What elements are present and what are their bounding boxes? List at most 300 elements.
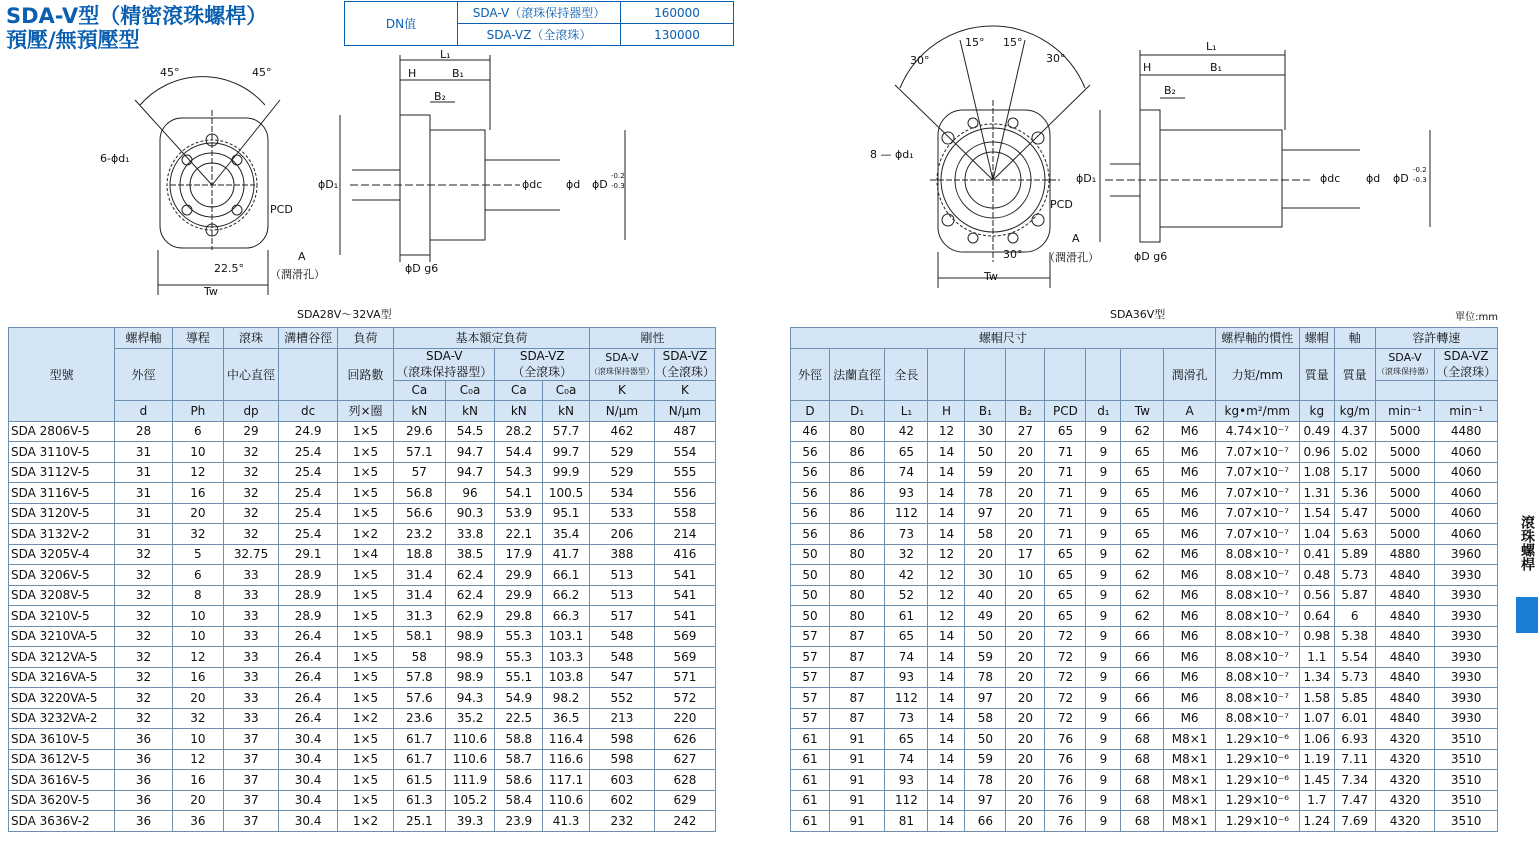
table-cell: 1×5 (338, 483, 394, 504)
table-cell: 6.01 (1334, 708, 1375, 729)
table-cell: 20 (1006, 585, 1045, 606)
hdr-unit-2: kN (445, 401, 495, 422)
spec-table-left-body (9, 421, 716, 831)
table-cell: 36 (115, 729, 173, 750)
table-row (9, 770, 716, 791)
table-cell: 12 (928, 565, 965, 586)
right-H-label: H (1143, 61, 1152, 74)
table-cell: 8.08×10⁻⁷ (1215, 708, 1299, 729)
table-cell: 534 (589, 483, 654, 504)
table-cell: 1.34 (1299, 667, 1334, 688)
table-cell: 31 (115, 483, 173, 504)
table-cell: 57 (791, 688, 830, 709)
right-tol-lo: -0.3 (1413, 176, 1427, 184)
table-cell: 55.3 (495, 626, 543, 647)
left-tw-label: Tw (204, 285, 218, 298)
table-cell: 8.08×10⁻⁷ (1215, 544, 1299, 565)
table-cell: 86 (829, 524, 884, 545)
left-angle-3: 22.5° (214, 262, 244, 275)
hdr-rated-load: 基本額定負荷 (393, 328, 589, 349)
table-cell: 57 (791, 647, 830, 668)
table-cell: M8×1 (1164, 749, 1215, 770)
hdr-inertia: 螺桿軸的慣性 (1215, 328, 1299, 349)
table-cell: 547 (589, 667, 654, 688)
hdr-od: 外徑 (791, 348, 830, 401)
table-cell: 3510 (1435, 811, 1498, 832)
table-cell: 4840 (1375, 565, 1435, 586)
table-cell: 66 (1121, 708, 1164, 729)
table-cell: 3960 (1435, 544, 1498, 565)
table-cell: 58.1 (393, 626, 445, 647)
table-cell: 4060 (1435, 503, 1498, 524)
table-cell: 4840 (1375, 688, 1435, 709)
table-cell: 54.9 (495, 688, 543, 709)
table-cell: 23.2 (393, 524, 445, 545)
table-cell: 39.3 (445, 811, 495, 832)
table-cell: 80 (829, 421, 884, 442)
table-cell: 86 (829, 442, 884, 463)
table-cell: 24.9 (279, 421, 338, 442)
table-row (791, 544, 1498, 565)
table-cell: 598 (589, 729, 654, 750)
table-cell: 33 (223, 565, 278, 586)
table-cell: 71 (1045, 462, 1086, 483)
hdr-ball-2: 中心直徑 (223, 348, 278, 401)
table-cell: 0.48 (1299, 565, 1334, 586)
table-cell: 12 (928, 544, 965, 565)
table-cell: 16 (172, 770, 223, 791)
model-cell: SDA 3636V-2 (9, 811, 115, 832)
table-cell: 61 (791, 749, 830, 770)
table-cell: 65 (885, 442, 928, 463)
table-cell: 7.47 (1334, 790, 1375, 811)
model-cell: SDA 3216VA-5 (9, 667, 115, 688)
table-cell: 7.69 (1334, 811, 1375, 832)
table-cell: 8.08×10⁻⁷ (1215, 585, 1299, 606)
table-cell: 20 (1006, 749, 1045, 770)
table-cell: 213 (589, 708, 654, 729)
table-cell: 87 (829, 667, 884, 688)
table-cell: 36 (172, 811, 223, 832)
table-cell: 4320 (1375, 790, 1435, 811)
table-row (9, 811, 716, 832)
table-cell: M6 (1164, 442, 1215, 463)
table-cell: 8.08×10⁻⁷ (1215, 667, 1299, 688)
table-row (9, 421, 716, 442)
table-cell: 38.5 (445, 544, 495, 565)
dn-value-2: 130000 (621, 24, 734, 46)
table-cell: 4840 (1375, 667, 1435, 688)
table-cell: 58.4 (495, 790, 543, 811)
spec-table-left (8, 327, 716, 832)
table-cell: 32 (885, 544, 928, 565)
right-B1-label: B₁ (1210, 61, 1222, 74)
table-cell: 33.8 (445, 524, 495, 545)
table-cell: 76 (1045, 729, 1086, 750)
table-cell: 14 (928, 708, 965, 729)
table-cell: 14 (928, 503, 965, 524)
table-cell: 97 (965, 688, 1006, 709)
table-cell: 65 (1121, 442, 1164, 463)
table-cell: 28.9 (279, 565, 338, 586)
table-cell: 57.6 (393, 688, 445, 709)
table-cell: 12 (928, 421, 965, 442)
table-cell: 529 (589, 462, 654, 483)
table-cell: 32 (172, 708, 223, 729)
table-cell: 99.9 (543, 462, 590, 483)
table-cell: 9 (1086, 524, 1121, 545)
table-cell: 76 (1045, 770, 1086, 791)
table-cell: 513 (589, 565, 654, 586)
table-cell: 6 (172, 421, 223, 442)
table-cell: 91 (829, 790, 884, 811)
table-cell: 74 (885, 462, 928, 483)
table-cell: 68 (1121, 811, 1164, 832)
table-cell: 81 (885, 811, 928, 832)
table-cell: 58 (965, 708, 1006, 729)
table-cell: 214 (654, 524, 715, 545)
table-cell: 1×5 (338, 749, 394, 770)
table-cell: 541 (654, 585, 715, 606)
table-cell: 40 (965, 585, 1006, 606)
table-cell: 628 (654, 770, 715, 791)
table-cell: 26.4 (279, 688, 338, 709)
table-cell: 20 (1006, 524, 1045, 545)
table-cell: 33 (223, 647, 278, 668)
table-cell: 1×5 (338, 667, 394, 688)
hdr-right-sym: kg•m²/mm (1215, 401, 1299, 422)
table-cell: 98.9 (445, 667, 495, 688)
table-cell: 61.5 (393, 770, 445, 791)
model-cell: SDA 3612V-5 (9, 749, 115, 770)
table-cell: 95.1 (543, 503, 590, 524)
table-cell: 1.29×10⁻⁶ (1215, 790, 1299, 811)
table-cell: 3510 (1435, 749, 1498, 770)
model-cell: SDA 3610V-5 (9, 729, 115, 750)
right-angle-30-left: 30° (910, 54, 930, 67)
table-row (9, 483, 716, 504)
spec-table-right-body (791, 421, 1498, 831)
table-cell: 558 (654, 503, 715, 524)
table-cell: 5.17 (1334, 462, 1375, 483)
left-tol-up: -0.2 (611, 172, 625, 180)
table-cell: 32 (223, 462, 278, 483)
table-cell: 17 (1006, 544, 1045, 565)
table-cell: 99.7 (543, 442, 590, 463)
side-tab-marker (1516, 597, 1538, 633)
table-cell: 36 (115, 811, 173, 832)
table-cell: M6 (1164, 606, 1215, 627)
model-cell: SDA 3206V-5 (9, 565, 115, 586)
table-cell: 42 (885, 565, 928, 586)
table-cell: 10 (1006, 565, 1045, 586)
table-cell: 555 (654, 462, 715, 483)
hdr-groove: 溝槽谷徑 (279, 328, 338, 349)
right-D-label: ϕD (1393, 172, 1409, 185)
table-cell: 9 (1086, 421, 1121, 442)
table-cell: 94.7 (445, 462, 495, 483)
table-cell: 78 (965, 483, 1006, 504)
table-cell: 4060 (1435, 483, 1498, 504)
table-cell: 28.2 (495, 421, 543, 442)
table-cell: 32 (115, 647, 173, 668)
table-cell: 71 (1045, 524, 1086, 545)
table-cell: 20 (1006, 729, 1045, 750)
table-cell: 33 (223, 626, 278, 647)
right-lube-label: （潤滑孔） (1044, 251, 1099, 264)
table-cell: 4060 (1435, 524, 1498, 545)
right-angle-15-left: 15° (965, 36, 985, 49)
table-cell: 3930 (1435, 647, 1498, 668)
table-row (791, 688, 1498, 709)
hdr-load-2: 回路數 (338, 348, 394, 401)
table-cell: 29.1 (279, 544, 338, 565)
table-cell: 4060 (1435, 442, 1498, 463)
table-cell: 74 (885, 647, 928, 668)
table-cell: 4.74×10⁻⁷ (1215, 421, 1299, 442)
right-tw-label: Tw (984, 270, 998, 283)
table-cell: 26.4 (279, 647, 338, 668)
left-D-label: ϕD (592, 178, 608, 191)
table-cell: 572 (654, 688, 715, 709)
table-row (791, 647, 1498, 668)
table-cell: 20 (1006, 647, 1045, 668)
table-cell: 12 (172, 462, 223, 483)
table-cell: 61.3 (393, 790, 445, 811)
table-cell: 96 (445, 483, 495, 504)
table-cell: 20 (172, 503, 223, 524)
table-cell: 30.4 (279, 790, 338, 811)
table-row (9, 647, 716, 668)
table-cell: 4320 (1375, 749, 1435, 770)
table-cell: 61.7 (393, 749, 445, 770)
table-cell: 65 (1045, 585, 1086, 606)
table-cell: 20 (172, 688, 223, 709)
table-cell: 20 (1006, 708, 1045, 729)
hdr-lube: 潤滑孔 (1164, 348, 1215, 401)
table-cell: 62 (1121, 565, 1164, 586)
table-cell: 571 (654, 667, 715, 688)
table-cell: 7.07×10⁻⁷ (1215, 442, 1299, 463)
table-cell: 8 (172, 585, 223, 606)
hdr-right-sym: d₁ (1086, 401, 1121, 422)
table-cell: M6 (1164, 462, 1215, 483)
hdr-shaft-mass: 軸 (1334, 328, 1375, 349)
left-dg6-label: ϕD g6 (405, 262, 439, 275)
hdr-right-sym: PCD (1045, 401, 1086, 422)
table-cell: 20 (1006, 626, 1045, 647)
table-cell: 1×5 (338, 442, 394, 463)
technical-drawings (0, 0, 1538, 330)
table-cell: 103.3 (543, 647, 590, 668)
table-cell: 5000 (1375, 442, 1435, 463)
table-cell: 1×5 (338, 421, 394, 442)
hdr-rigidity: 剛性 (589, 328, 715, 349)
table-cell: 55.3 (495, 647, 543, 668)
table-cell: 14 (928, 688, 965, 709)
table-cell: 65 (1121, 462, 1164, 483)
table-cell: 41.7 (543, 544, 590, 565)
hdr-speed: 容許轉速 (1375, 328, 1497, 349)
table-cell: 20 (1006, 688, 1045, 709)
table-cell: 9 (1086, 442, 1121, 463)
table-cell: 52 (885, 585, 928, 606)
table-cell: 14 (928, 442, 965, 463)
table-row (791, 667, 1498, 688)
table-cell: 33 (223, 606, 278, 627)
table-cell: 4880 (1375, 544, 1435, 565)
left-caption: SDA28V～32VA型 (297, 308, 392, 321)
table-cell: 66 (1121, 667, 1164, 688)
table-row (791, 524, 1498, 545)
left-L1-label: L₁ (440, 48, 451, 61)
hdr-sym-c0a2: C₀a (543, 380, 590, 401)
table-cell: 57.1 (393, 442, 445, 463)
table-cell: 29.8 (495, 606, 543, 627)
table-cell: 33 (223, 667, 278, 688)
table-cell: 1.29×10⁻⁶ (1215, 729, 1299, 750)
table-row (791, 442, 1498, 463)
table-cell: 55.1 (495, 667, 543, 688)
table-cell: 29.6 (393, 421, 445, 442)
left-angle-2: 45° (252, 66, 272, 79)
table-cell: 93 (885, 667, 928, 688)
table-cell: 9 (1086, 462, 1121, 483)
table-cell: 5.73 (1334, 565, 1375, 586)
table-cell: 30 (965, 565, 1006, 586)
table-cell: 1×5 (338, 626, 394, 647)
table-cell: 110.6 (543, 790, 590, 811)
table-cell: 61 (791, 811, 830, 832)
table-cell: 22.5 (495, 708, 543, 729)
table-cell: 548 (589, 626, 654, 647)
table-cell: 58.6 (495, 770, 543, 791)
table-cell: 37 (223, 770, 278, 791)
table-cell: 20 (1006, 606, 1045, 627)
table-cell: 31.4 (393, 565, 445, 586)
table-cell: 57 (393, 462, 445, 483)
table-cell: 86 (829, 503, 884, 524)
table-cell: 1.45 (1299, 770, 1334, 791)
hdr-sym-ph: Ph (172, 401, 223, 422)
hdr-shaft-od-2: 外徑 (115, 348, 173, 401)
hdr-right-sym: B₁ (965, 401, 1006, 422)
table-row (791, 606, 1498, 627)
hdr-unit-3: kN (495, 401, 543, 422)
table-cell: 0.49 (1299, 421, 1334, 442)
table-cell: 517 (589, 606, 654, 627)
table-cell: 9 (1086, 565, 1121, 586)
table-cell: 66 (1121, 647, 1164, 668)
table-cell: 54.5 (445, 421, 495, 442)
table-cell: 16 (172, 483, 223, 504)
hdr-ball: 滾珠 (223, 328, 278, 349)
table-row (791, 483, 1498, 504)
table-cell: 78 (965, 770, 1006, 791)
table-cell: 20 (1006, 483, 1045, 504)
table-cell: 14 (928, 811, 965, 832)
table-cell: 1×5 (338, 585, 394, 606)
table-cell: 5.85 (1334, 688, 1375, 709)
table-cell: 33 (223, 585, 278, 606)
model-cell: SDA 3220VA-5 (9, 688, 115, 709)
table-cell: 220 (654, 708, 715, 729)
table-cell: 416 (654, 544, 715, 565)
table-cell: 1.24 (1299, 811, 1334, 832)
right-tol-up: -0.2 (1413, 166, 1427, 174)
table-cell: 46 (791, 421, 830, 442)
hdr-right-sym: L₁ (885, 401, 928, 422)
hdr-speed-sdavz: SDA-VZ （全滾珠） (1436, 348, 1497, 379)
table-cell: 556 (654, 483, 715, 504)
table-cell: 4060 (1435, 462, 1498, 483)
table-cell: 3930 (1435, 708, 1498, 729)
table-cell: 3510 (1435, 790, 1498, 811)
hdr-sym-ca2: Ca (495, 380, 543, 401)
right-angle-15-right: 15° (1003, 36, 1023, 49)
table-cell: 26.4 (279, 667, 338, 688)
table-cell: 111.9 (445, 770, 495, 791)
table-cell: 103.8 (543, 667, 590, 688)
table-cell: 1.7 (1299, 790, 1334, 811)
table-cell: 1.29×10⁻⁶ (1215, 811, 1299, 832)
table-cell: 7.11 (1334, 749, 1375, 770)
table-cell: 58 (965, 524, 1006, 545)
table-cell: 58.7 (495, 749, 543, 770)
table-cell: 80 (829, 544, 884, 565)
table-cell: 20 (1006, 770, 1045, 791)
table-cell: 1.29×10⁻⁶ (1215, 770, 1299, 791)
table-cell: 72 (1045, 626, 1086, 647)
table-cell: 37 (223, 749, 278, 770)
table-cell: 10 (172, 442, 223, 463)
table-cell: 552 (589, 688, 654, 709)
table-row (9, 790, 716, 811)
table-cell: 5000 (1375, 421, 1435, 442)
table-cell: 110.6 (445, 729, 495, 750)
hdr-flange: 法蘭直徑 (829, 348, 884, 401)
table-cell: 626 (654, 729, 715, 750)
table-cell: 32 (223, 442, 278, 463)
table-cell: 1×5 (338, 688, 394, 709)
table-row (9, 688, 716, 709)
table-cell: 86 (829, 462, 884, 483)
table-cell: 9 (1086, 606, 1121, 627)
table-cell: M6 (1164, 483, 1215, 504)
table-cell: 1×5 (338, 770, 394, 791)
hdr-load: 負荷 (338, 328, 394, 349)
table-cell: 42 (885, 421, 928, 442)
table-row (9, 544, 716, 565)
table-cell: 29.9 (495, 565, 543, 586)
hdr-sym-dp: dp (223, 401, 278, 422)
table-cell: 30.4 (279, 770, 338, 791)
model-cell: SDA 3232VA-2 (9, 708, 115, 729)
table-cell: 1×2 (338, 524, 394, 545)
table-cell: 56 (791, 483, 830, 504)
table-cell: 61.7 (393, 729, 445, 750)
table-row (791, 421, 1498, 442)
hdr-rigid-sdavz: SDA-VZ （全滾珠） (654, 348, 715, 379)
right-angle-30-right: 30° (1046, 52, 1066, 65)
table-cell: 31 (115, 524, 173, 545)
table-cell: 513 (589, 585, 654, 606)
table-cell: 65 (1121, 483, 1164, 504)
table-row (9, 524, 716, 545)
table-cell: 4480 (1435, 421, 1498, 442)
table-cell: 68 (1121, 749, 1164, 770)
table-row (791, 770, 1498, 791)
